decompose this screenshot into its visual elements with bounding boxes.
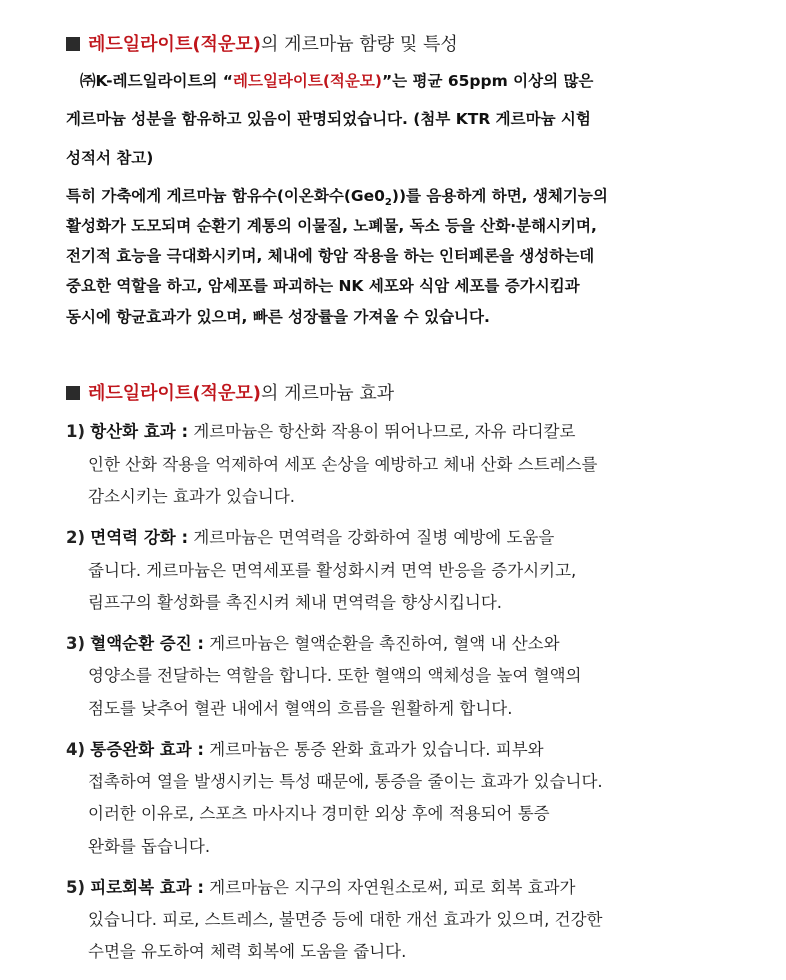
section1-title-highlight: 레드일라이트(적운모) [88, 34, 261, 55]
section2-title-highlight: 레드일라이트(적운모) [88, 383, 261, 404]
para-line-1: 특히 가축에게 게르마늄 함유수(이온화수$(Ge0_2)$)를 음용하게 하면, 생체기능의 [66, 187, 608, 209]
effect-item-2: 2) 면역력 강화 : 게르마늄은 면역력을 강화하여 질병 예방에 도움을 [66, 528, 555, 547]
effect-heading: 혈액순환 증진 : [90, 634, 205, 653]
effect-item-1: 1) 항산화 효과 : 게르마늄은 항산화 작용이 뛰어나므로, 자유 라디칼로 [66, 422, 576, 441]
effect-heading: 피로회복 효과 : [90, 878, 205, 897]
intro-highlight: 레드일라이트(적운모) [233, 72, 382, 90]
section1-title-text: 의 게르마늄 함량 및 특성 [260, 34, 458, 55]
effect-item-4: 4) 통증완화 효과 : 게르마늄은 통증 완화 효과가 있습니다. 피부와 [66, 740, 544, 759]
square-bullet-icon [66, 386, 80, 400]
effect-2-line-3: 림프구의 활성화를 촉진시켜 체내 면역력을 향상시킵니다. [88, 593, 503, 612]
effect-item-5: 5) 피로회복 효과 : 게르마늄은 지구의 자연원소로써, 피로 회복 효과가 [66, 878, 576, 897]
section2-title [66, 382, 394, 406]
effect-item-3: 3) 혈액순환 증진 : 게르마늄은 혈액순환을 촉진하여, 혈액 내 산소와 [66, 634, 560, 653]
para-line-4: 중요한 역할을 하고, 암세포를 파괴하는 NK 세포와 식암 세포를 증가시킴과 [66, 277, 580, 295]
intro-line-1: ㈜K-레드일라이트의 “레드일라이트(적운모)”는 평균 65ppm 이상의 많은 [80, 72, 594, 90]
effect-1-line-3: 감소시키는 효과가 있습니다. [88, 487, 296, 506]
para-line-5: 동시에 항균효과가 있으며, 빠른 성장률을 가져올 수 있습니다. [66, 308, 490, 326]
section2-title-text: 의 게르마늄 효과 [260, 383, 395, 404]
intro-line-3: 성적서 참고) [66, 149, 154, 167]
effect-5-line-2: 있습니다. 피로, 스트레스, 불면증 등에 대한 개선 효과가 있으며, 건강한 [88, 910, 603, 929]
effect-3-line-2: 영양소를 전달하는 역할을 합니다. 또한 혈액의 액체성을 높여 혈액의 [88, 666, 582, 685]
effect-heading: 통증완화 효과 : [90, 740, 205, 759]
effect-4-line-2: 접촉하여 열을 발생시키는 특성 때문에, 통증을 줄이는 효과가 있습니다. [88, 772, 603, 791]
effect-1-line-2: 인한 산화 작용을 억제하여 세포 손상을 예방하고 체내 산화 스트레스를 [88, 455, 598, 474]
effect-heading: 면역력 강화 : [90, 528, 189, 547]
effect-heading: 항산화 효과 : [90, 422, 189, 441]
para-line-3: 전기적 효능을 극대화시키며, 체내에 항암 작용을 하는 인터페론을 생성하는데 [66, 247, 595, 265]
effect-4-line-3: 이러한 이유로, 스포츠 마사지나 경미한 외상 후에 적용되어 통증 [88, 804, 550, 823]
intro-line-2: 게르마늄 성분을 함유하고 있음이 판명되었습니다. (첨부 KTR 게르마늄 시험 [66, 110, 591, 128]
effect-4-line-4: 완화를 돕습니다. [88, 837, 211, 856]
para-line-2: 활성화가 도모되며 순환기 계통의 이물질, 노폐물, 독소 등을 산화·분해시키며, [66, 217, 597, 235]
section1-title [66, 33, 458, 57]
square-bullet-icon [66, 37, 80, 51]
effect-2-line-2: 줍니다. 게르마늄은 면역세포를 활성화시켜 면역 반응을 증가시키고, [88, 561, 577, 580]
effect-3-line-3: 점도를 낮추어 혈관 내에서 혈액의 흐름을 원활하게 합니다. [88, 699, 513, 718]
effect-5-line-3: 수면을 유도하여 체력 회복에 도움을 줍니다. [88, 942, 407, 961]
